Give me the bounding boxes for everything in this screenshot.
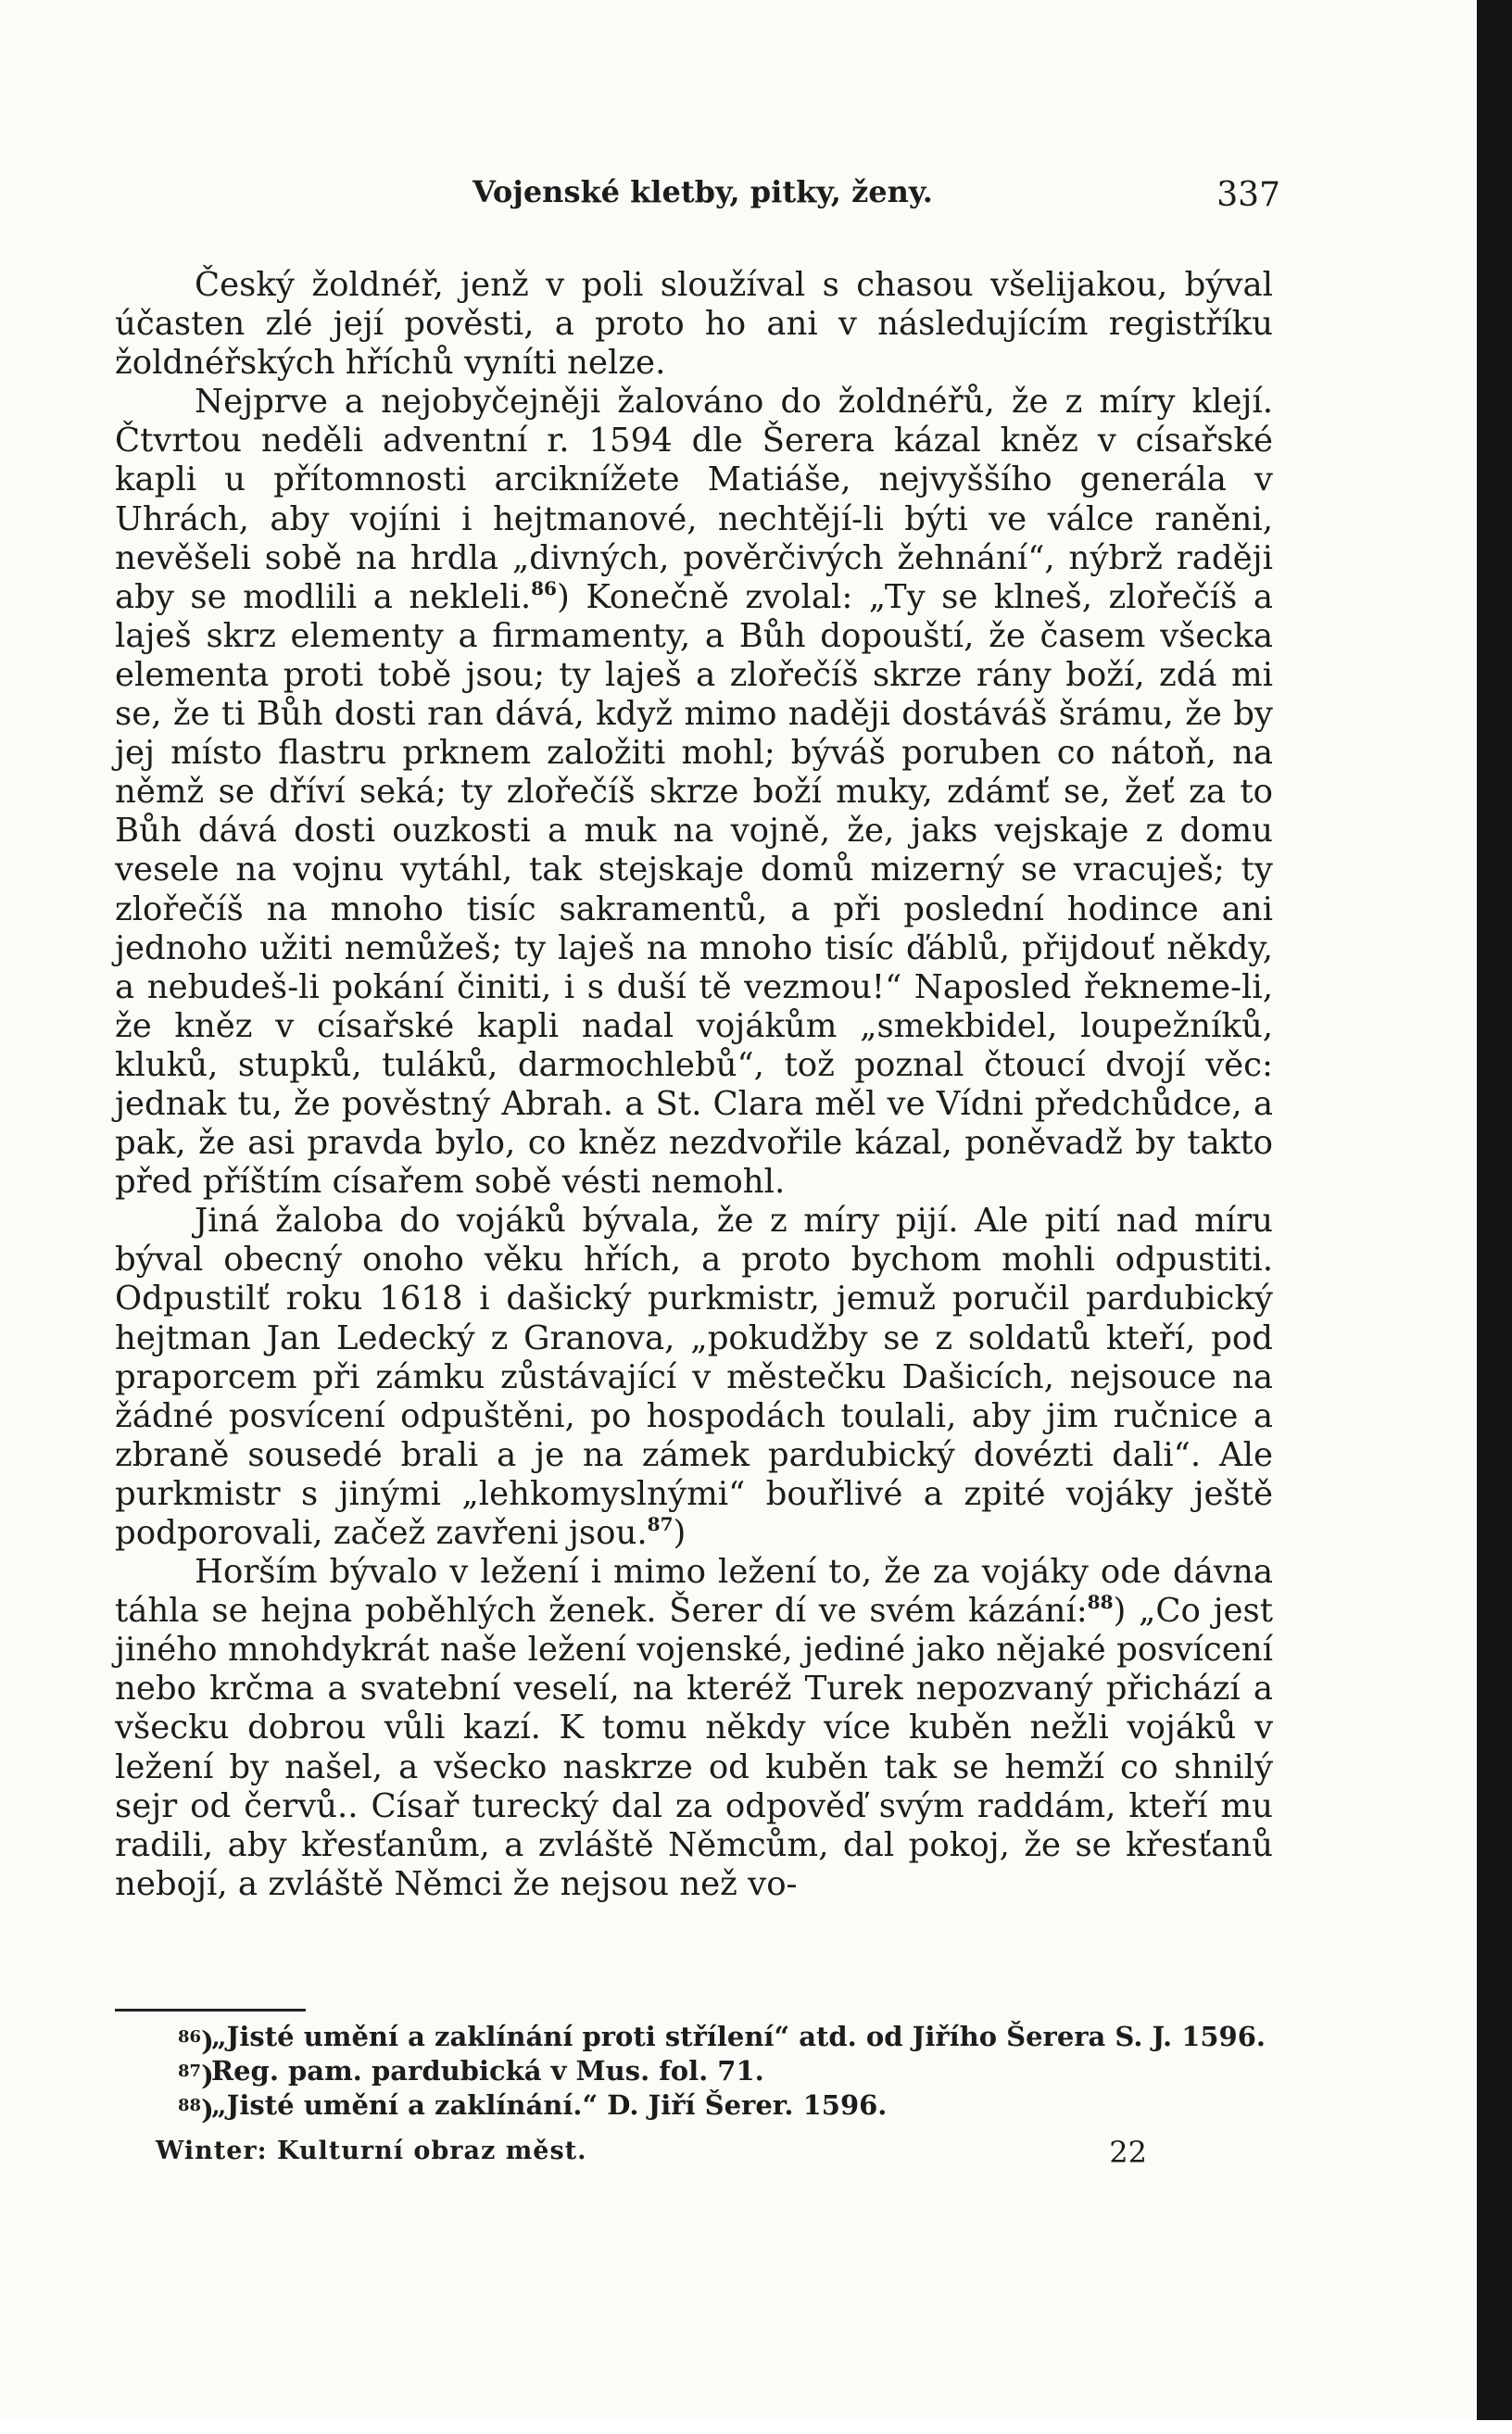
- paragraph-text: Horším bývalo v ležení i mimo ležení to, že za vojáky ode dávna táhla se hejna poběhlých ženek. Šerer dí ve svém kázání:: [115, 1553, 1273, 1631]
- footnotes: [115, 2020, 1273, 2123]
- main-text: [115, 266, 1273, 1904]
- paragraph-text: Jiná žaloba do vojáků bývala, že z míry pijí. Ale pití nad míru býval obecný onoho věku hřích, a proto bychom mohli odpustiti. Odpustilť roku 1618 i dašický purkmistr, jemuž poručil pardubický hejtman Jan Ledecký z Granova, „pokudžby se z soldatů kteří, pod praporcem při zámku zůstávající v městečku Dašicích, nejsouce na žádné posvícení odpuštěni, po hospodách toulali, aby jim ručnice a zbraně sousedé brali a je na zámek pardubický dovézti dali“. Ale purkmistr s jinými „lehkomyslnými“ bouřlivé a zpité vojáky ještě podporovali, začež zavřeni jsou.: [115, 1202, 1273, 1552]
- paragraph-text: Český žoldnéř, jenž v poli sloužíval s chasou všelijakou, býval účasten zlé její pověsti, a proto ho ani v následujícím registříku žoldnéřských hříchů vyníti nelze.: [115, 266, 1273, 383]
- footnote: $^{86}$) „Jisté umění a zaklínání proti střílení“ atd. od Jiřího Šerera S. J. 1596.: [178, 2021, 1266, 2057]
- footnote-ref: 88: [1087, 1591, 1114, 1614]
- paragraph: Horším bývalo v ležení i mimo ležení to, že za vojáky ode dávna táhla se hejna poběhlých ženek. Šerer dí ve svém kázání:$^{88}$) „Co jest jiného mnohdykrát naše ležení vojenské, jediné jako nějaké posvícení nebo krčma a svatební veselí, na kteréž Turek nepozvaný přichází a všecku dobrou vůli kazí. K tomu někdy více kuběn nežli vojáků v ležení by našel, a všecko naskrze od kuběn tak se hemží co shnilý sejr od červů.. Císař turecký dal za odpověď svým raddám, kteří mu radili, aby křesťanům, a zvláště Němcům, dal pokoj, že se křesťanů nebojí, a zvláště Němci že nejsou než vo-: [115, 1553, 1273, 1903]
- footnote-mark: 88: [178, 2096, 202, 2115]
- signature-line: [156, 2137, 1147, 2174]
- paragraph: Jiná žaloba do vojáků bývala, že z míry pijí. Ale pití nad míru býval obecný onoho věku hřích, a proto bychom mohli odpustiti. Odpustilť roku 1618 i dašický purkmistr, jemuž poručil pardubický hejtman Jan Ledecký z Granova, „pokudžby se z soldatů kteří, pod praporcem při zámku zůstávající v městečku Dašicích, nejsouce na žádné posvícení odpuštěni, po hospodách toulali, aby jim ručnice a zbraně sousedé brali a je na zámek pardubický dovézti dali“. Ale purkmistr s jinými „lehkomyslnými“ bouřlivé a zpité vojáky ještě podporovali, začež zavřeni jsou.$^{87}$): [115, 1202, 1273, 1552]
- footnote-mark: 86: [178, 2027, 202, 2047]
- footnote: $^{87}$) Reg. pam. pardubická v Mus. fol. 71.: [178, 2055, 764, 2091]
- signature-number: 22: [1109, 2135, 1147, 2170]
- paragraph-text: Nejprve a nejobyčejněji žalováno do žoldnéřů, že z míry klejí. Čtvrtou neděli adventní r. 1594 dle Šerera kázal kněz v císařské kapli u přítomnosti arciknížete Matiáše, nejvyššího generála v Uhrách, aby vojíni i hejtmanové, nechtějí-li býti ve válce raněni, nevěšeli sobě na hrdla „divných, pověrčivých žehnání“, nýbrž raději aby se modlili a nekleli.: [115, 383, 1273, 616]
- running-title: Vojenské kletby, pitky, ženy.: [472, 174, 933, 209]
- scan-edge-right: [1477, 0, 1512, 2434]
- footnote-text: „Jisté umění a zaklínání.“ D. Jiří Šerer. 1596.: [211, 2089, 888, 2121]
- page-number: 337: [1216, 176, 1280, 214]
- footnote-text: „Jisté umění a zaklínání proti střílení“ atd. od Jiřího Šerera S. J. 1596.: [211, 2021, 1266, 2052]
- footnote-text: Reg. pam. pardubická v Mus. fol. 71.: [211, 2055, 764, 2087]
- paragraph: [115, 266, 1273, 383]
- paragraph-text: Konečně zvolal: „Ty se klneš, zlořečíš a laješ skrz elementy a firmamenty, a Bůh dopouští, že časem všecka elementa proti tobě jsou; ty laješ a zlořečíš skrze rány boží, zdá mi se, že ti Bůh dosti ran dává, když mimo naději dostáváš šrámu, že by jej místo flastru prknem založiti mohl; býváš poruben co nátoň, na němž se dříví seká; ty zlořečíš skrze boží muky, zdámť se, žeť za to Bůh dává dosti ouzkosti a muk na vojně, že, jaks vejskaje z domu vesele na vojnu vytáhl, tak stejskaje domů mizerný se vracuješ; ty zlořečíš na mnoho tisíc sakramentů, a při poslední hodince ani jednoho užiti nemůžeš; ty laješ na mnoho tisíc ďáblů, přijdouť někdy, a nebudeš-li pokání činiti, i s duší tě vezmou!“ Naposled řekneme-li, že kněz v císařské kapli nadal vojákům „smekbidel, loupežníků, kluků, stupků, tuláků, darmochlebů“, tož poznal čtoucí dvojí věc: jednak tu, že pověstný Abrah. a St. Clara měl ve Vídni předchůdce, a pak, že asi pravda bylo, co kněz nezdvořile kázal, poněvadž by takto před příštím císařem sobě vésti nemohl.: [115, 577, 1274, 1202]
- footnote-ref: 86: [531, 576, 557, 599]
- footnote-ref: 87: [647, 1513, 674, 1535]
- footnote-rule: [115, 2009, 306, 2012]
- signature-title: Winter: Kulturní obraz měst.: [156, 2137, 587, 2165]
- paragraph: Nejprve a nejobyčejněji žalováno do žoldnéřů, že z míry klejí. Čtvrtou neděli adventní r. 1594 dle Šerera kázal kněz v císařské kapli u přítomnosti arciknížete Matiáše, nejvyššího generála v Uhrách, aby vojíni i hejtmanové, nechtějí-li býti ve válce raněni, nevěšeli sobě na hrdla „divných, pověrčivých žehnání“, nýbrž raději aby se modlili a nekleli.$^{86}$) Konečně zvolal: „Ty se klneš, zlořečíš a laješ skrz elementy a firmamenty, a Bůh dopouští, že časem všecka elementa proti tobě jsou; ty laješ a zlořečíš skrze rány boží, zdá mi se, že ti Bůh dosti ran dává, když mimo naději dostáváš šrámu, že by jej místo flastru prknem založiti mohl; býváš poruben co nátoň, na němž se dříví seká; ty zlořečíš skrze boží muky, zdámť se, žeť za to Bůh dává dosti ouzkosti a muk na vojně, že, jaks vejskaje z domu vesele na vojnu vytáhl, tak stejskaje domů mizerný se vracuješ; ty zlořečíš na mnoho tisíc sakramentů, a při poslední hodince ani jednoho užiti nemůžeš; ty laješ na mnoho tisíc ďáblů, přijdouť někdy, a nebudeš-li pokání činiti, i s duší tě vezmou!“ Naposled řekneme-li, že kněz v císařské kapli nadal vojákům „smekbidel, loupežníků, kluků, stupků, tuláků, darmochlebů“, tož poznal čtoucí dvojí věc: jednak tu, že pověstný Abrah. a St. Clara měl ve Vídni předchůdce, a pak, že asi pravda bylo, co kněz nezdvořile kázal, poněvadž by takto před příštím císařem sobě vésti nemohl.: [115, 383, 1274, 1202]
- running-head: [115, 174, 1280, 219]
- footnote: $^{88}$) „Jisté umění a zaklínání.“ D. Jiří Šerer. 1596.: [178, 2089, 888, 2125]
- scan-edge-bottom: [0, 2420, 1512, 2434]
- footnote-mark: 87: [178, 2062, 202, 2081]
- paragraph-text: „Co jest jiného mnohdykrát naše ležení vojenské, jediné jako nějaké posvícení nebo krčma a svatební veselí, na kteréž Turek nepozvaný přichází a všecku dobrou vůli kazí. K tomu někdy více kuběn nežli vojáků v ležení by našel, a všecko naskrze od kuběn tak se hemží co shnilý sejr od červů.. Císař turecký dal za odpověď svým raddám, kteří mu radili, aby křesťanům, a zvláště Němcům, dal pokoj, že se křesťanů nebojí, a zvláště Němci že nejsou než vo-: [115, 1592, 1273, 1903]
